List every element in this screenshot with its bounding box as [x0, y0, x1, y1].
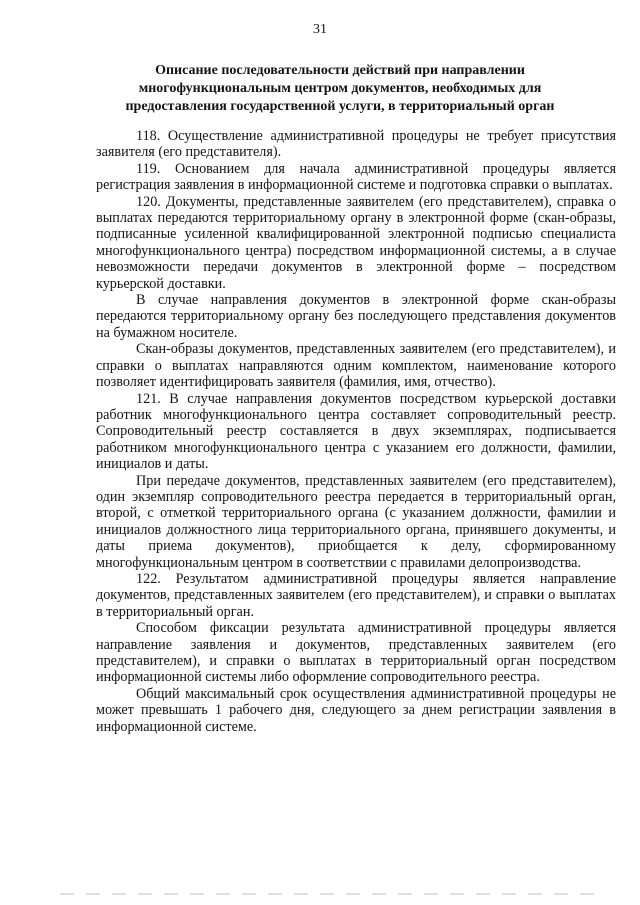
- paragraph-122: 122. Результатом административной процедуры является направление документов, представленных заявителем (его представителем), и справки о выплатах в территориальный орган.: [96, 570, 616, 620]
- paragraph-119: 119. Основанием для начала административной процедуры является регистрация заявления в информационной системе и подготовка справки о выплатах.: [96, 160, 616, 194]
- paragraph-118: 118. Осуществление административной процедуры не требует присутствия заявителя (его представителя).: [96, 128, 616, 161]
- paragraph-120: 120. Документы, представленные заявителем (его представителем), справка о выплатах передаются территориальному органу в электронной форме (скан-образы, подписанные усиленной квалифицированной электронной подписью специалиста многофункционального центра) посредством информационной системы, а в случае невозможности передачи документов в электронной форме – посредством курьерской доставки.: [96, 193, 616, 292]
- section-title-line: Описание последовательности действий при направлении: [155, 63, 525, 78]
- paragraph-scan-images: Скан-образы документов, представленных заявителем (его представителем), и справки о выплатах направляются одним комплектом, наименование которого позволяет идентифицировать заявителя (фамилия, имя, отчество).: [96, 341, 616, 391]
- section-title-line: предоставления государственной услуги, в территориальный орган: [125, 99, 555, 114]
- paragraph-electronic-form: В случае направления документов в электронной форме скан-образы передаются территориальному органу без последующего представления документов на бумажном носителе.: [96, 292, 616, 341]
- paragraph-max-term: Общий максимальный срок осуществления административной процедуры не может превышать 1 рабочего дня, следующего за днем регистрации заявления в информационной системе.: [96, 685, 616, 735]
- page-number: 31: [313, 22, 327, 37]
- scan-edge-artifact: [60, 893, 600, 895]
- paragraph-transfer: При передаче документов, представленных заявителем (его представителем), один экземпляр сопроводительного реестра передается в территориальный орган, второй, с отметкой территориального органа (с указанием должности, фамилии и инициалов должностного лица территориального органа, принявшего документы, и даты приема документов), приобщается к делу, сформированному многофункциональным центром в соответствии с правилами делопроизводства.: [96, 472, 616, 571]
- paragraph-fixation: Способом фиксации результата административной процедуры является направление заявления и документов, представленных заявителем (его представителем), и справки о выплатах в территориальный орган посредством информационной системы либо оформление сопроводительного реестра.: [96, 620, 616, 686]
- paragraph-121: 121. В случае направления документов посредством курьерской доставки работник многофункционального центра составляет сопроводительный реестр. Сопроводительный реестр составляется в двух экземплярах, подписывается работником многофункционального центра с указанием его должности, фамилии, инициалов и даты.: [96, 390, 616, 473]
- section-title-line: многофункциональным центром документов, необходимых для: [138, 81, 542, 96]
- section-title: [100, 62, 580, 116]
- document-body: [96, 128, 616, 735]
